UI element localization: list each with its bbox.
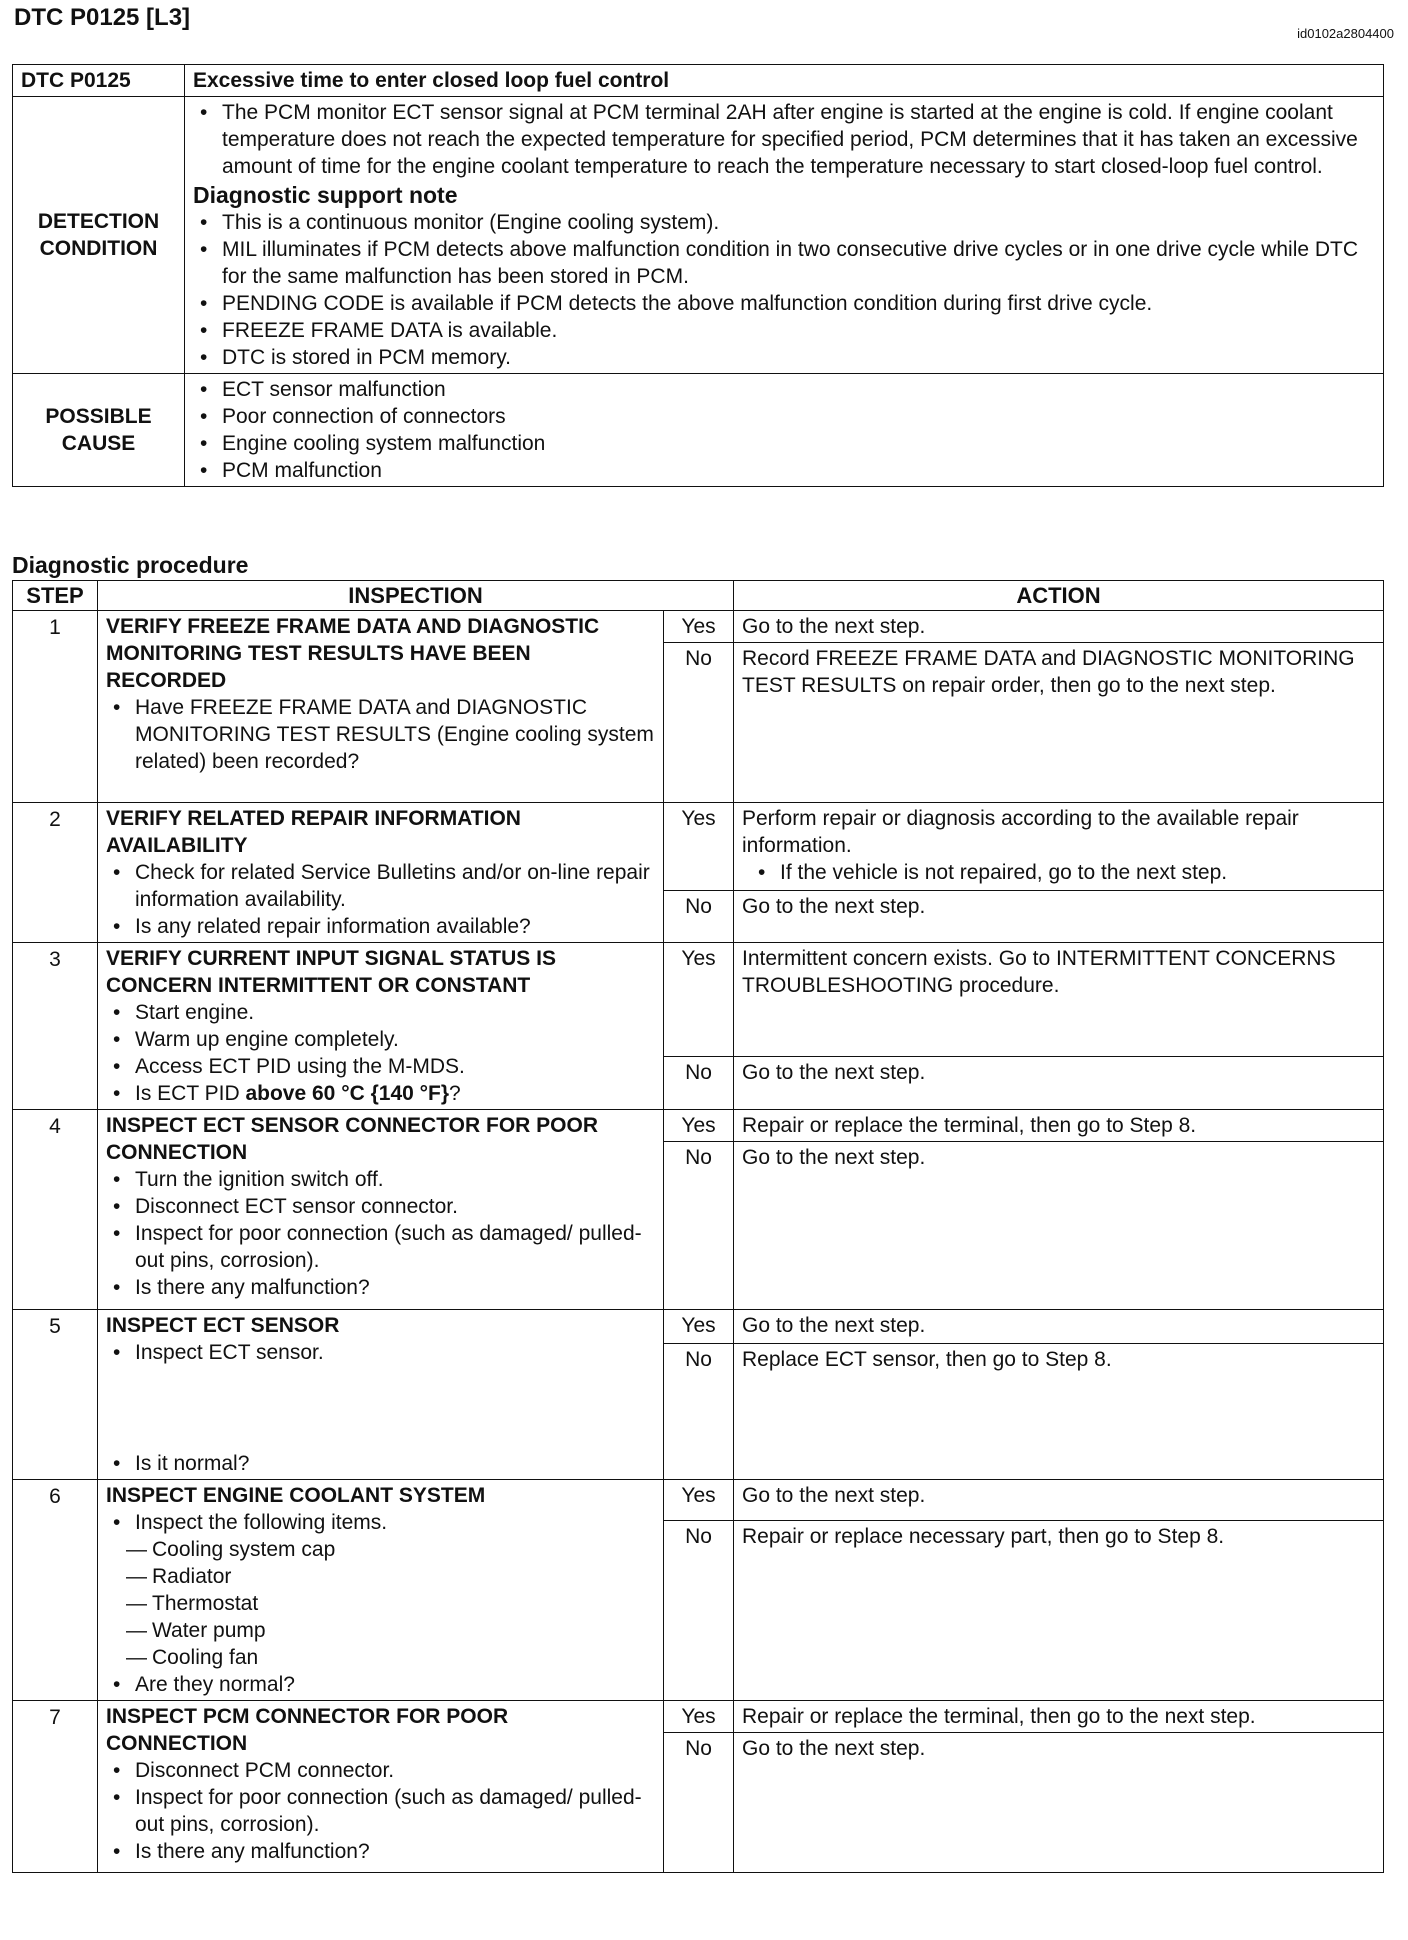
inspection-item: • Inspect ECT sensor. [106,1339,655,1366]
yes-action: Intermittent concern exists. Go to INTERMITTENT CONCERNS TROUBLESHOOTING procedure. [734,943,1384,1057]
inspection-item: • Warm up engine completely. [106,1026,655,1053]
no-label: No [664,1733,734,1873]
inspection-item: • Inspect for poor connection (such as damaged/ pulled-out pins, corrosion). [106,1784,655,1838]
procedure-header-row [13,581,1384,611]
yes-label: Yes [664,611,734,643]
step-row [13,1110,1384,1142]
cause-item: • ECT sensor malfunction [193,376,1375,403]
inspection-item: • Check for related Service Bulletins and/or on-line repair information availability. [106,859,655,913]
step-title: VERIFY FREEZE FRAME DATA AND DIAGNOSTIC MONITORING TEST RESULTS HAVE BEEN RECORDED [106,615,600,692]
inspection-item: • Is there any malfunction? [106,1274,655,1301]
yes-label: Yes [664,943,734,1057]
yes-label: Yes [664,803,734,891]
step-number: 7 [13,1701,98,1873]
no-action: Go to the next step. [734,1057,1384,1110]
step-number: 3 [13,943,98,1110]
diagnostic-procedure-table [12,580,1384,1873]
possible-cause-label: POSSIBLE CAUSE [13,374,185,487]
col-action-header: ACTION [734,581,1384,611]
yes-action-sub: • If the vehicle is not repaired, go to the next step. [742,859,1375,886]
support-note-title: Diagnostic support note [193,182,458,208]
dtc-summary-table [12,64,1384,487]
yes-action: Repair or replace the terminal, then go to the next step. [734,1701,1384,1733]
no-label: No [664,1057,734,1110]
step-inspection [98,1110,664,1310]
no-action: Go to the next step. [734,891,1384,943]
support-note-item: • This is a continuous monitor (Engine cooling system). [193,209,1375,236]
step-title: VERIFY CURRENT INPUT SIGNAL STATUS IS CONCERN INTERMITTENT OR CONSTANT [106,947,556,997]
detection-condition-label: DETECTION CONDITION [13,97,185,374]
step-inspection [98,943,664,1110]
support-note-item: • PENDING CODE is available if PCM detects the above malfunction condition during first drive cycle. [193,290,1375,317]
no-action: Go to the next step. [734,1142,1384,1310]
inspection-item: • Have FREEZE FRAME DATA and DIAGNOSTIC MONITORING TEST RESULTS (Engine cooling system related) been recorded? [106,694,655,775]
col-inspection-header: INSPECTION [98,581,734,611]
blank-space [106,1366,655,1450]
item-text: Is ECT PID [135,1082,246,1105]
step-inspection [98,803,664,943]
step-title: INSPECT PCM CONNECTOR FOR POOR CONNECTION [106,1705,509,1755]
page-title: DTC P0125 [L3] [14,4,191,31]
support-note-item: • MIL illuminates if PCM detects above malfunction condition in two consecutive drive cycles or in one drive cycle while DTC for the same malfunction has been stored in PCM. [193,236,1375,290]
cause-item: • Poor connection of connectors [193,403,1375,430]
step-number: 6 [13,1480,98,1701]
item-emphasis: above 60 °C {140 °F} [245,1082,450,1105]
cause-item: • Engine cooling system malfunction [193,430,1375,457]
dtc-code: DTC P0125 [13,65,185,97]
no-action: Go to the next step. [734,1733,1384,1873]
possible-cause-content [185,374,1384,487]
yes-action: Perform repair or diagnosis according to the available repair information. [742,807,1299,857]
inspection-item: • Disconnect ECT sensor connector. [106,1193,655,1220]
step-row [13,803,1384,891]
item-suffix: ? [449,1082,461,1105]
step-row [13,1310,1384,1344]
step-inspection [98,1701,664,1873]
inspection-item: • Inspect the following items. [106,1509,655,1536]
inspection-subitem: — Thermostat [106,1590,655,1617]
inspection-item: • Turn the ignition switch off. [106,1166,655,1193]
step-inspection [98,1310,664,1480]
step-row [13,943,1384,1057]
inspection-subitem: — Water pump [106,1617,655,1644]
no-label: No [664,1142,734,1310]
inspection-item: • Are they normal? [106,1671,655,1698]
step-row [13,1701,1384,1733]
support-note-item: • DTC is stored in PCM memory. [193,344,1375,371]
yes-action: Go to the next step. [734,611,1384,643]
step-number: 1 [13,611,98,803]
document-id: id0102a2804400 [1297,26,1394,41]
support-note-item: • FREEZE FRAME DATA is available. [193,317,1375,344]
cause-item: • PCM malfunction [193,457,1375,484]
detection-condition-content [185,97,1384,374]
step-row [13,611,1384,643]
step-inspection [98,1480,664,1701]
step-title: INSPECT ECT SENSOR CONNECTOR FOR POOR CONNECTION [106,1114,598,1164]
dtc-header-row [13,65,1384,97]
yes-label: Yes [664,1110,734,1142]
dtc-description: Excessive time to enter closed loop fuel control [185,65,1384,97]
procedure-title: Diagnostic procedure [12,552,249,578]
yes-action: Repair or replace the terminal, then go to Step 8. [734,1110,1384,1142]
step-title: INSPECT ECT SENSOR [106,1314,340,1337]
inspection-item: • Access ECT PID using the M-MDS. [106,1053,655,1080]
no-action: Replace ECT sensor, then go to Step 8. [734,1344,1384,1480]
no-label: No [664,643,734,803]
inspection-subitem: — Cooling system cap [106,1536,655,1563]
step-number: 5 [13,1310,98,1480]
possible-cause-row [13,374,1384,487]
col-step-header: STEP [13,581,98,611]
inspection-item: • Inspect for poor connection (such as damaged/ pulled-out pins, corrosion). [106,1220,655,1274]
no-action: Repair or replace necessary part, then go to Step 8. [734,1521,1384,1701]
step-number: 4 [13,1110,98,1310]
no-label: No [664,891,734,943]
inspection-item: • Is any related repair information available? [106,913,655,940]
inspection-subitem: — Radiator [106,1563,655,1590]
yes-label: Yes [664,1480,734,1521]
inspection-item: • Disconnect PCM connector. [106,1757,655,1784]
step-row [13,1480,1384,1521]
inspection-item: • Is there any malfunction? [106,1838,655,1865]
inspection-item [106,1080,655,1107]
step-number: 2 [13,803,98,943]
no-label: No [664,1521,734,1701]
yes-action: Go to the next step. [734,1310,1384,1344]
yes-label: Yes [664,1310,734,1344]
yes-label: Yes [664,1701,734,1733]
inspection-item: • Is it normal? [106,1450,655,1477]
no-action: Record FREEZE FRAME DATA and DIAGNOSTIC MONITORING TEST RESULTS on repair order, then go to the next step. [734,643,1384,803]
detection-item: • The PCM monitor ECT sensor signal at PCM terminal 2AH after engine is started at the engine is cold. If engine coolant temperature does not reach the expected temperature for specified period, PCM determines that it has taken an excessive amount of time for the engine coolant temperature to reach the temperature necessary to start closed-loop fuel control. [193,99,1375,180]
step-inspection [98,611,664,803]
inspection-item: • Start engine. [106,999,655,1026]
step-title: INSPECT ENGINE COOLANT SYSTEM [106,1484,486,1507]
inspection-subitem: — Cooling fan [106,1644,655,1671]
yes-action: Go to the next step. [734,1480,1384,1521]
no-label: No [664,1344,734,1480]
yes-action-cell [734,803,1384,891]
step-title: VERIFY RELATED REPAIR INFORMATION AVAILABILITY [106,807,521,857]
detection-condition-row [13,97,1384,374]
